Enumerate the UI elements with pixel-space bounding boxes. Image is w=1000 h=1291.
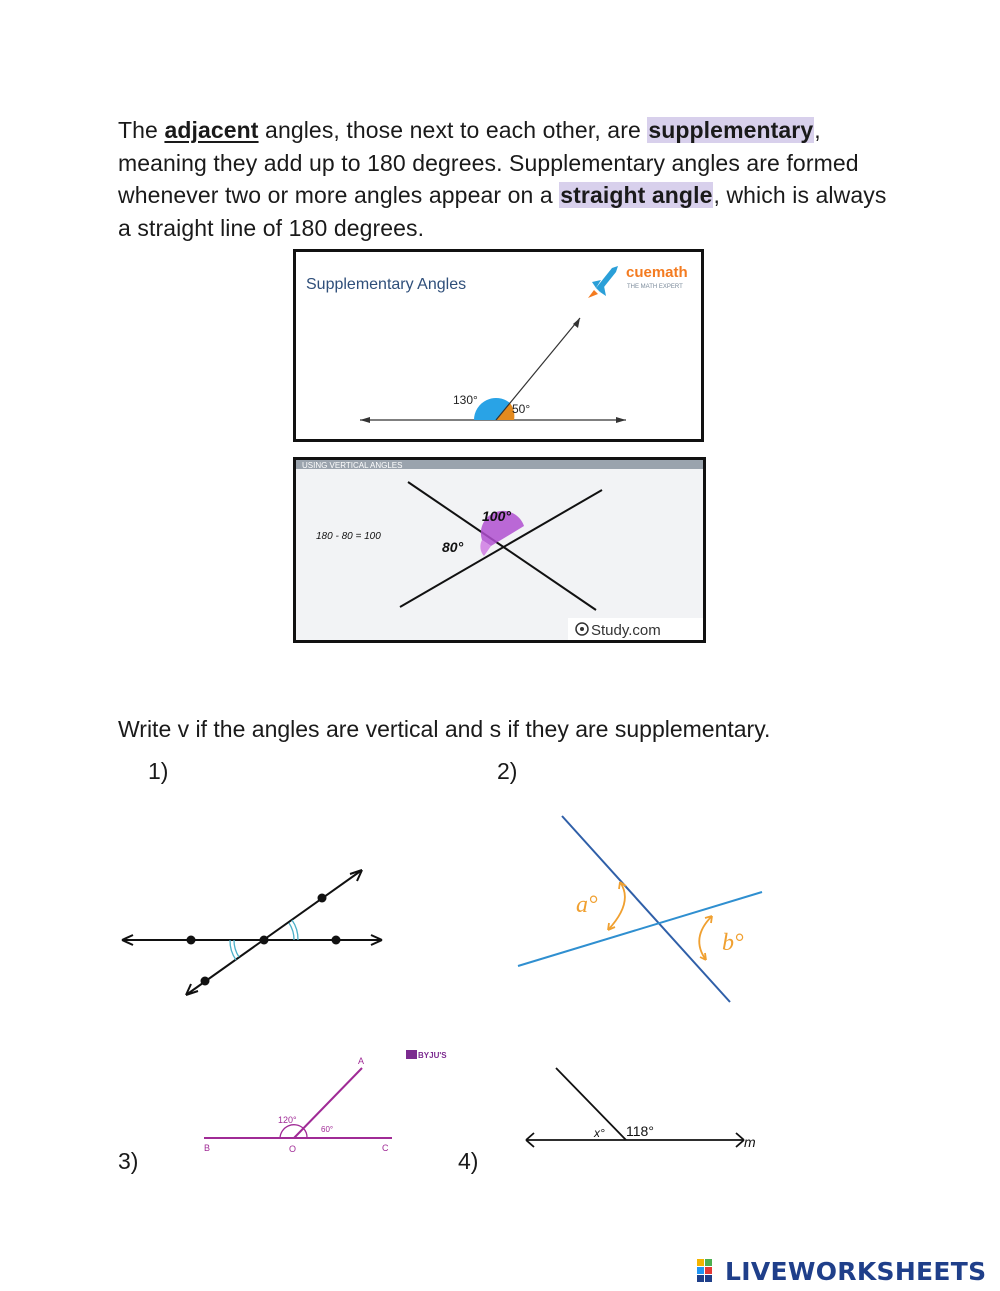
intro-text-2: angles, those next to each other, are xyxy=(258,117,648,143)
question-3-diagram xyxy=(196,1046,466,1156)
q3-label-b: B xyxy=(204,1143,211,1153)
q2-arc-a xyxy=(608,882,625,930)
liveworksheets-icon xyxy=(697,1259,721,1283)
q3-arc-60 xyxy=(303,1128,307,1138)
instruction-text: Write v if the angles are vertical and s if they are supplementary. xyxy=(118,716,771,742)
ray xyxy=(496,318,580,420)
liveworksheets-logo xyxy=(697,1256,986,1286)
q4-ray xyxy=(556,1068,626,1140)
intro-text-1: The xyxy=(118,117,165,143)
q1-point xyxy=(201,977,210,986)
line-1 xyxy=(408,482,596,610)
banner-text: USING VERTICAL ANGLES xyxy=(302,461,403,470)
question-2-number: 2) xyxy=(497,758,518,784)
q3-label-a: A xyxy=(358,1056,365,1066)
figure1-title: Supplementary Angles xyxy=(306,276,467,293)
q3-label-60: 60° xyxy=(321,1125,334,1134)
cuemath-tagline: THE MATH EXPERT xyxy=(627,284,683,290)
cuemath-logo: cuemath xyxy=(626,264,688,281)
term-adjacent: adjacent xyxy=(164,117,259,143)
q1-point xyxy=(318,894,327,903)
arrow-left-icon xyxy=(360,417,370,423)
supplementary-angles-figure xyxy=(293,249,704,442)
q1-point xyxy=(260,936,269,945)
q1-arrow-down-icon xyxy=(186,984,198,995)
q2-label-a: a° xyxy=(576,892,598,918)
byjus-logo-icon xyxy=(406,1050,417,1059)
q1-point xyxy=(187,936,196,945)
q3-label-o: O xyxy=(289,1144,297,1154)
vertical-angles-figure xyxy=(293,457,706,643)
label-100: 100° xyxy=(482,508,511,524)
question-4-diagram xyxy=(518,1060,758,1160)
q3-label-c: C xyxy=(382,1143,389,1153)
liveworksheets-text: LIVEWORKSHEETS xyxy=(725,1256,987,1286)
equation-text: 180 - 80 = 100 xyxy=(316,531,381,542)
q1-arrow-up-icon xyxy=(350,870,362,881)
term-straight-angle: straight angle xyxy=(560,182,713,208)
q4-label-x: x° xyxy=(594,1126,605,1140)
q4-label-118: 118° xyxy=(626,1123,654,1139)
q1-point xyxy=(332,936,341,945)
question-1-number: 1) xyxy=(148,758,169,784)
intro-paragraph xyxy=(118,114,898,244)
arrow-right-icon xyxy=(616,417,626,423)
q4-label-m: m xyxy=(744,1134,756,1150)
question-2-diagram xyxy=(510,810,770,1010)
q3-label-120: 120° xyxy=(278,1115,297,1125)
byjus-logo: BYJU'S xyxy=(418,1051,447,1060)
intro-text-3: , meaning they add up to 180 degrees. Supplementary angles are formed whenever two or more angles appear on a xyxy=(118,117,859,208)
question-1-diagram xyxy=(118,860,388,1000)
q1-angle-mark-left xyxy=(234,940,239,957)
question-3-number: 3) xyxy=(118,1148,139,1174)
q2-label-b: b° xyxy=(722,930,744,956)
term-supplementary: supplementary xyxy=(648,117,814,143)
q1-angle-mark-right xyxy=(289,923,294,940)
study-credit: Study.com xyxy=(591,622,661,639)
rocket-icon xyxy=(588,266,618,298)
label-50: 50° xyxy=(512,402,531,416)
label-130: 130° xyxy=(453,393,478,407)
q1-diagonal-line xyxy=(186,870,362,995)
label-80: 80° xyxy=(442,539,464,555)
ray-arrow-icon xyxy=(573,318,580,328)
intro-text-4: , which is always a straight line of 180 degrees. xyxy=(118,182,887,241)
question-4-number: 4) xyxy=(458,1148,479,1174)
